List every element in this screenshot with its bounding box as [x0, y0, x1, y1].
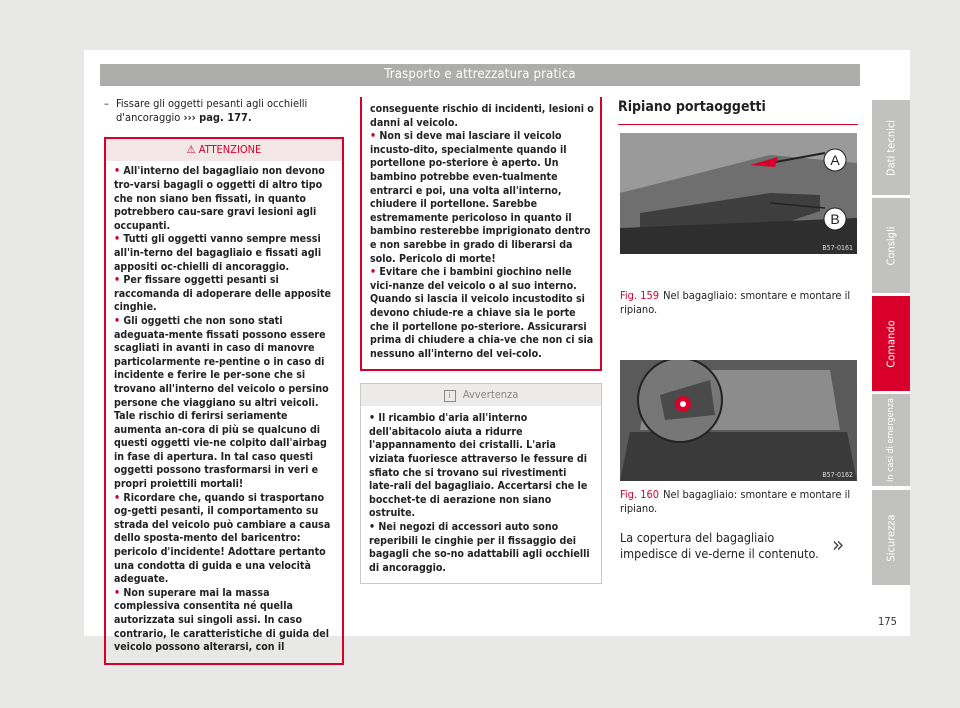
warning-bullet: [114, 492, 336, 587]
bullet-icon: •: [370, 130, 377, 143]
note-header: [361, 384, 601, 406]
warning-text: Tutti gli oggetti vanno sempre messi all'in-terno del bagagliaio e fissati agli appositi oc-chielli di ancoraggio.: [114, 233, 322, 273]
warning-bullet: [114, 165, 336, 233]
tab-label: In casi di emergenza: [886, 398, 896, 482]
tab-label: Consigli: [884, 226, 898, 265]
intro-item: [104, 97, 344, 125]
figure-number: Fig. 160: [620, 488, 660, 501]
trunk-shelf-illustration: [620, 133, 857, 254]
figure-159-image: [620, 133, 857, 254]
body-paragraph: La copertura del bagagliaio impedisce di ve-derne il contenuto.: [620, 530, 819, 561]
column-left: [104, 97, 344, 665]
warning-bullet: [370, 130, 594, 266]
bullet-icon: •: [370, 266, 377, 279]
column-middle: [360, 97, 602, 584]
tab-in-casi-di-emergenza[interactable]: [872, 394, 910, 486]
column-right: [618, 97, 858, 125]
tab-label: Dati tecnici: [884, 119, 898, 176]
continue-arrow-icon: »: [832, 533, 845, 558]
warning-bullet: [114, 233, 336, 274]
figure-code: B57-0162: [822, 471, 853, 479]
intro-text: Fissare gli oggetti pesanti agli occhielli d'ancoraggio: [116, 97, 308, 125]
figure-160-caption: [620, 488, 855, 516]
warning-bullet: [114, 274, 336, 315]
bullet-icon: •: [114, 165, 121, 178]
warning-continued-text: conseguente rischio di incidenti, lesioni o danni al veicolo.: [370, 103, 594, 129]
page-reference-link[interactable]: ››› pag. 177.: [183, 111, 252, 125]
callout-a-label: A: [830, 152, 840, 168]
info-icon: i: [444, 390, 456, 402]
note-text: Nei negozi di accessori auto sono reperibili le cinghie per il fissaggio dei bagagli che so-no adattabili agli occhielli di ancoraggio.: [369, 521, 590, 574]
figure-159-caption: [620, 289, 855, 317]
note-text: Il ricambio d'aria all'interno dell'abitacolo aiuta a ridurre l'appannamento dei cristalli. L'aria viziata fuoriesce attraverso le fessure di sfiato che si trovano sui rivestimenti late-rali del bagagliaio. Accertarsi che le bocchet-te di aerazione non siano ostruite.: [369, 412, 588, 520]
warning-box: [104, 137, 344, 664]
warning-text: Non si deve mai lasciare il veicolo incusto-dito, specialmente quando il portellone po-steriore è aperto. Un bambino potrebbe even-tualmente entrarci e poi, una volta all'interno, chiudere il portellone. Sarebbe estremamente pericoloso in quanto il bambino resterebbe imprigionato dentro e non sarebbe in grado di liberarsi da solo. Pericolo di morte!: [370, 130, 591, 265]
note-bullet: [369, 521, 593, 575]
warning-text: All'interno del bagagliaio non devono tro-varsi bagagli o oggetti di altro tipo che non siano ben fissati, in quanto potrebbero cau-sare gravi lesioni agli occupanti.: [114, 165, 325, 232]
caption-text: Nel bagagliaio: smontare e montare il ripiano.: [620, 488, 851, 515]
warning-text: Evitare che i bambini giochino nelle vici-nanze del veicolo o al suo interno. Quando si lascia il veicolo incustodito si devono chiude-re a chiave sia le porte che il portellone po-steriore. Assicurarsi prima di chiudere a chia-ve che non ci sia nessuno all'interno del vei-colo.: [370, 266, 594, 360]
figure-code: B57-0161: [822, 244, 853, 252]
bullet-icon: •: [114, 314, 121, 327]
bullet-icon: •: [114, 586, 121, 599]
figure-160-image: [620, 360, 857, 481]
bullet-icon: •: [369, 412, 376, 425]
page-header: Trasporto e attrezzatura pratica: [100, 64, 860, 86]
bullet-icon: •: [369, 521, 376, 534]
bullet-icon: •: [114, 274, 121, 287]
warning-header: [106, 139, 342, 161]
warning-box-continued: [360, 97, 602, 371]
section-rule: [618, 124, 858, 125]
bullet-icon: •: [114, 233, 121, 246]
tab-dati-tecnici[interactable]: [872, 100, 910, 195]
dash-marker: –: [104, 97, 109, 110]
page-number: 175: [878, 615, 897, 628]
figure-number: Fig. 159: [620, 289, 660, 302]
tab-label: Sicurezza: [884, 513, 898, 562]
tab-comando[interactable]: [872, 296, 910, 391]
warning-body: [106, 161, 342, 662]
caption-text: Nel bagagliaio: smontare e montare il ripiano.: [620, 289, 851, 316]
note-bullet: [369, 412, 593, 521]
note-title: Avvertenza: [462, 388, 519, 402]
warning-title: ATTENZIONE: [198, 143, 262, 157]
trunk-shelf-closeup-illustration: [620, 360, 857, 481]
note-box: [360, 383, 602, 584]
tab-consigli[interactable]: [872, 198, 910, 293]
note-body: [361, 406, 601, 583]
warning-text: Gli oggetti che non sono stati adeguata-mente fissati possono essere scagliati in avanti in caso di manovre particolarmente re-pentine o in caso di incidente e ferire le per-sone che si trovano all'interno del veicolo o persino persone che viaggiano su altri veicoli. Tale rischio di ferirsi seriamente aumenta an-cora di più se qualcuno di questi oggetti vie-ne colpito dall'airbag in fase di apertura. In tal caso questi oggetti possono trasformarsi in veri e propri proiettili mortali!: [114, 314, 329, 491]
callout-b-label: B: [830, 211, 840, 227]
tab-label: Comando: [884, 319, 898, 368]
warning-text: Per fissare oggetti pesanti si raccomanda di adoperare delle apposite cinghie.: [114, 274, 331, 314]
bullet-icon: •: [114, 491, 121, 504]
tab-sicurezza[interactable]: [872, 490, 910, 585]
warning-bullet: [370, 266, 594, 361]
warning-text: Ricordare che, quando si trasportano og-getti pesanti, il comportamento su strada del veicolo può cambiare a causa dello sposta-mento del baricentro: pericolo d'incidente! Adottare pertanto una condotta di guida e una velocità adeguate.: [114, 491, 331, 586]
section-title: Ripiano portaoggetti: [618, 99, 766, 115]
warning-triangle-icon: ⚠: [186, 143, 196, 157]
warning-bullet: [114, 587, 336, 655]
warning-text: Non superare mai la massa complessiva consentita né quella autorizzata sui singoli assi. In caso contrario, le caratteristiche di guida del veicolo possono alterarsi, con il: [114, 586, 330, 654]
warning-bullet: [114, 315, 336, 492]
